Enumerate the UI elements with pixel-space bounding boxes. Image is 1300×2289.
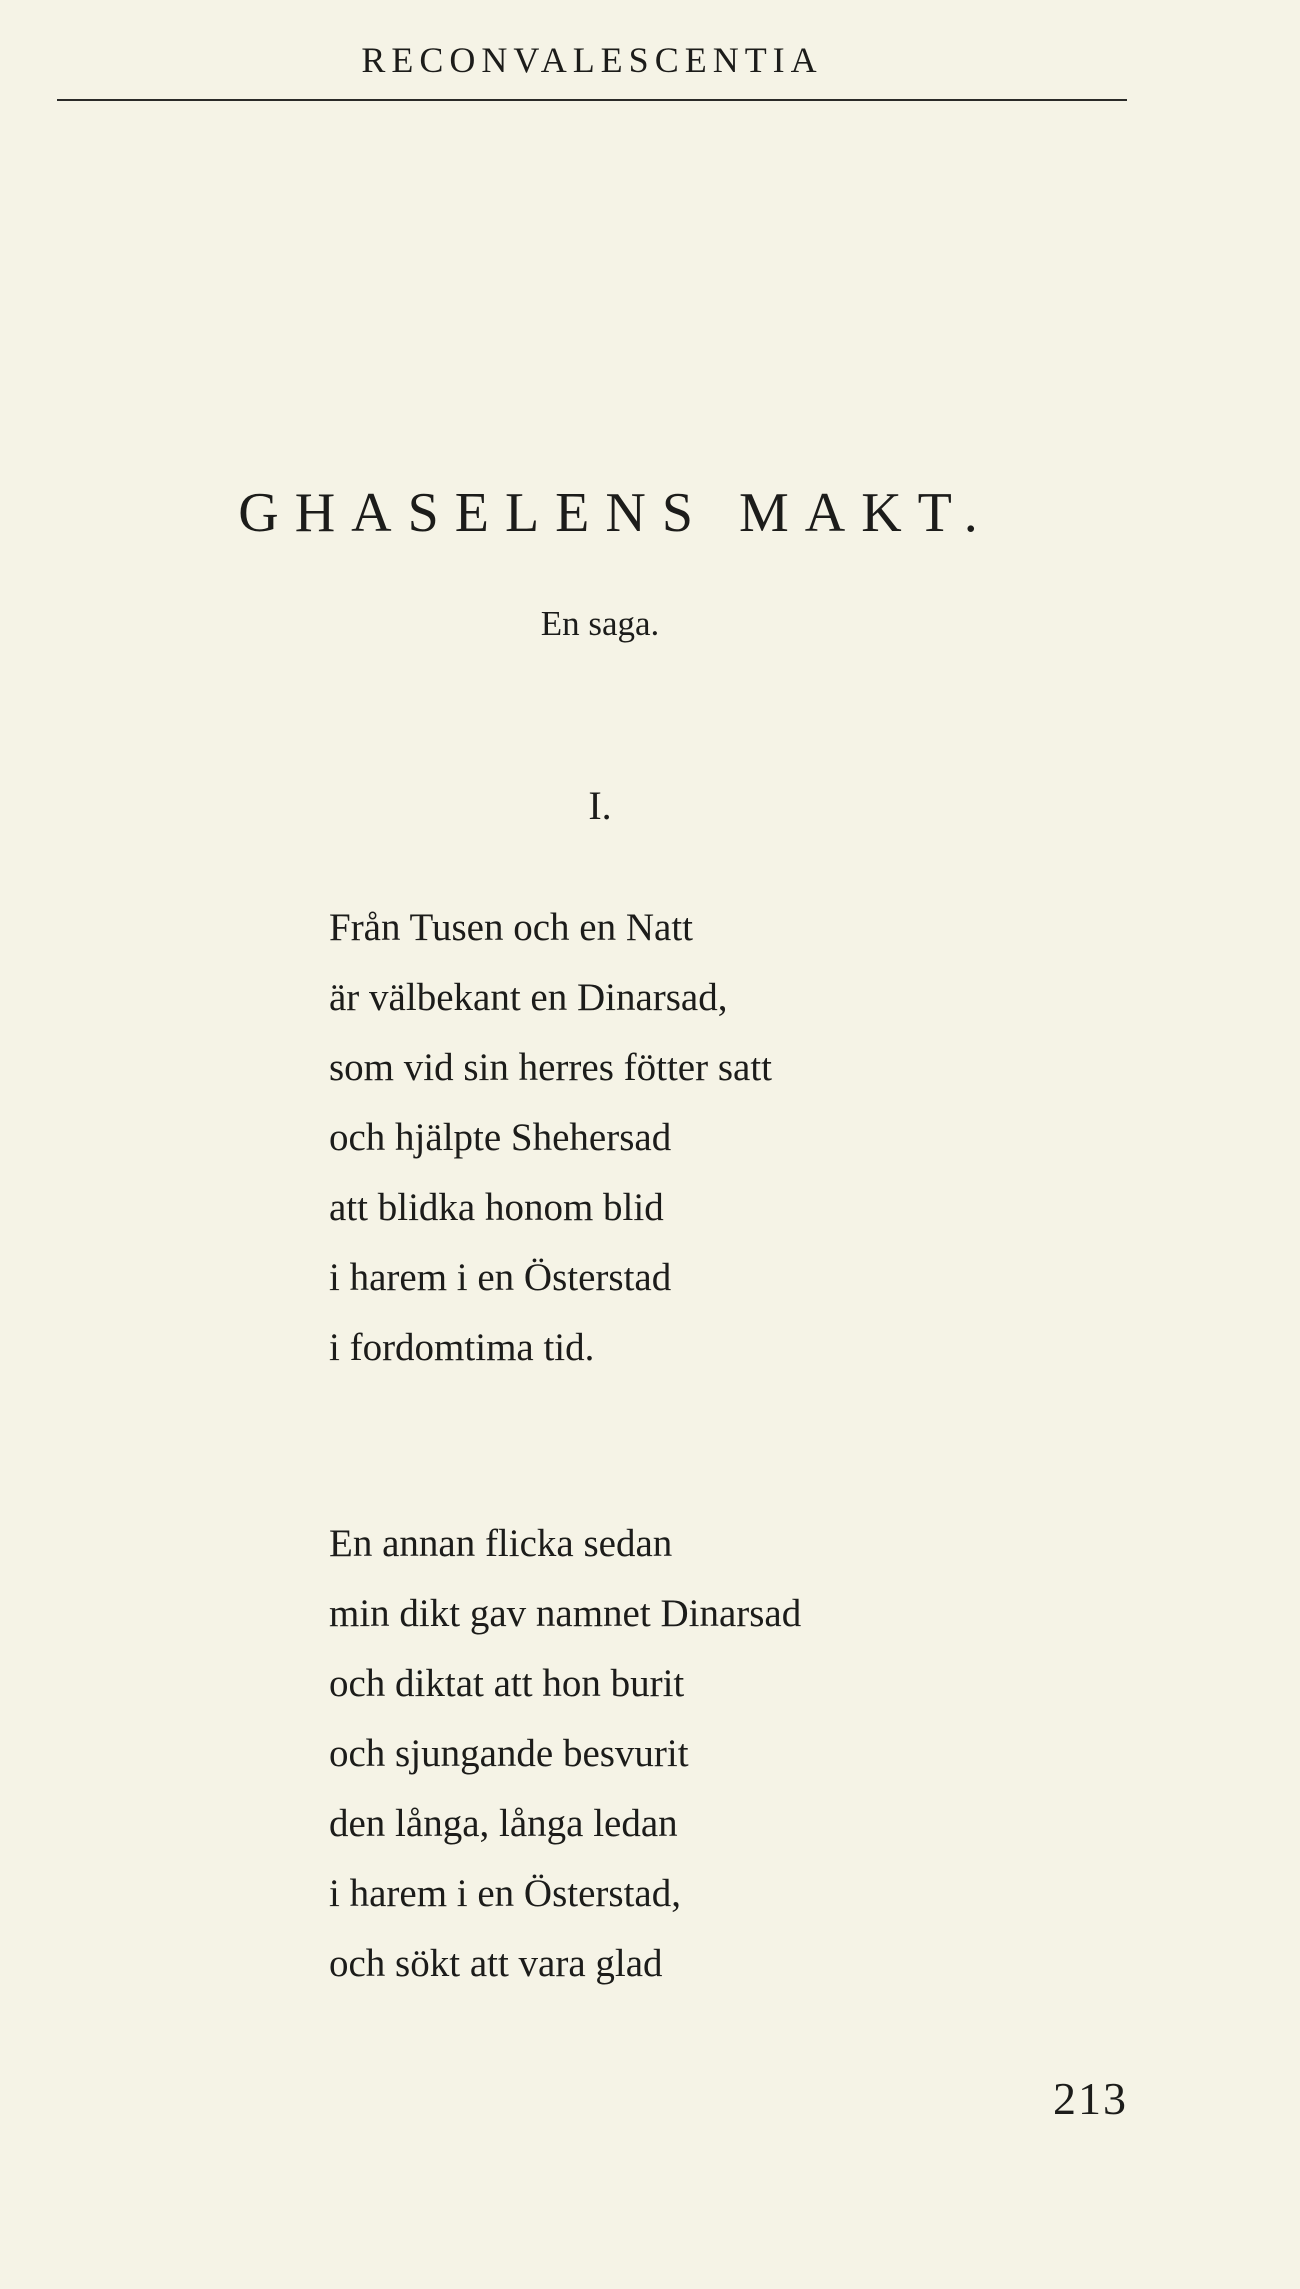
section-numeral: I. [588,783,612,828]
verse-line: som vid sin herres fötter satt [329,1046,772,1089]
stanza-2 [329,1509,801,1999]
verse-line: min dikt gav namnet Dinarsad [329,1592,802,1635]
verse-line: och sjungande besvurit [329,1732,689,1775]
verse-line: att blidka honom blid [329,1186,664,1229]
verse-line: Från Tusen och en Natt [329,906,693,949]
verse-line: i fordomtima tid. [329,1326,595,1369]
verse-line: i harem i en Österstad, [329,1872,681,1915]
verse-line: den långa, långa ledan [329,1802,678,1845]
poem-title: GHASELENS MAKT. [238,482,994,544]
verse-line: och diktat att hon burit [329,1662,685,1705]
verse-line: är välbekant en Dinarsad, [329,976,728,1019]
verse-line: En annan flicka sedan [329,1522,673,1565]
poem-subtitle: En saga. [540,604,660,643]
page-number: 213 [1053,2073,1128,2124]
running-head: RECONVALESCENTIA [361,40,823,80]
header-rule [57,99,1127,101]
stanza-1 [329,893,772,1383]
verse-line: och sökt att vara glad [329,1942,663,1985]
verse-line: och hjälpte Shehersad [329,1116,672,1159]
verse-line: i harem i en Österstad [329,1256,672,1299]
